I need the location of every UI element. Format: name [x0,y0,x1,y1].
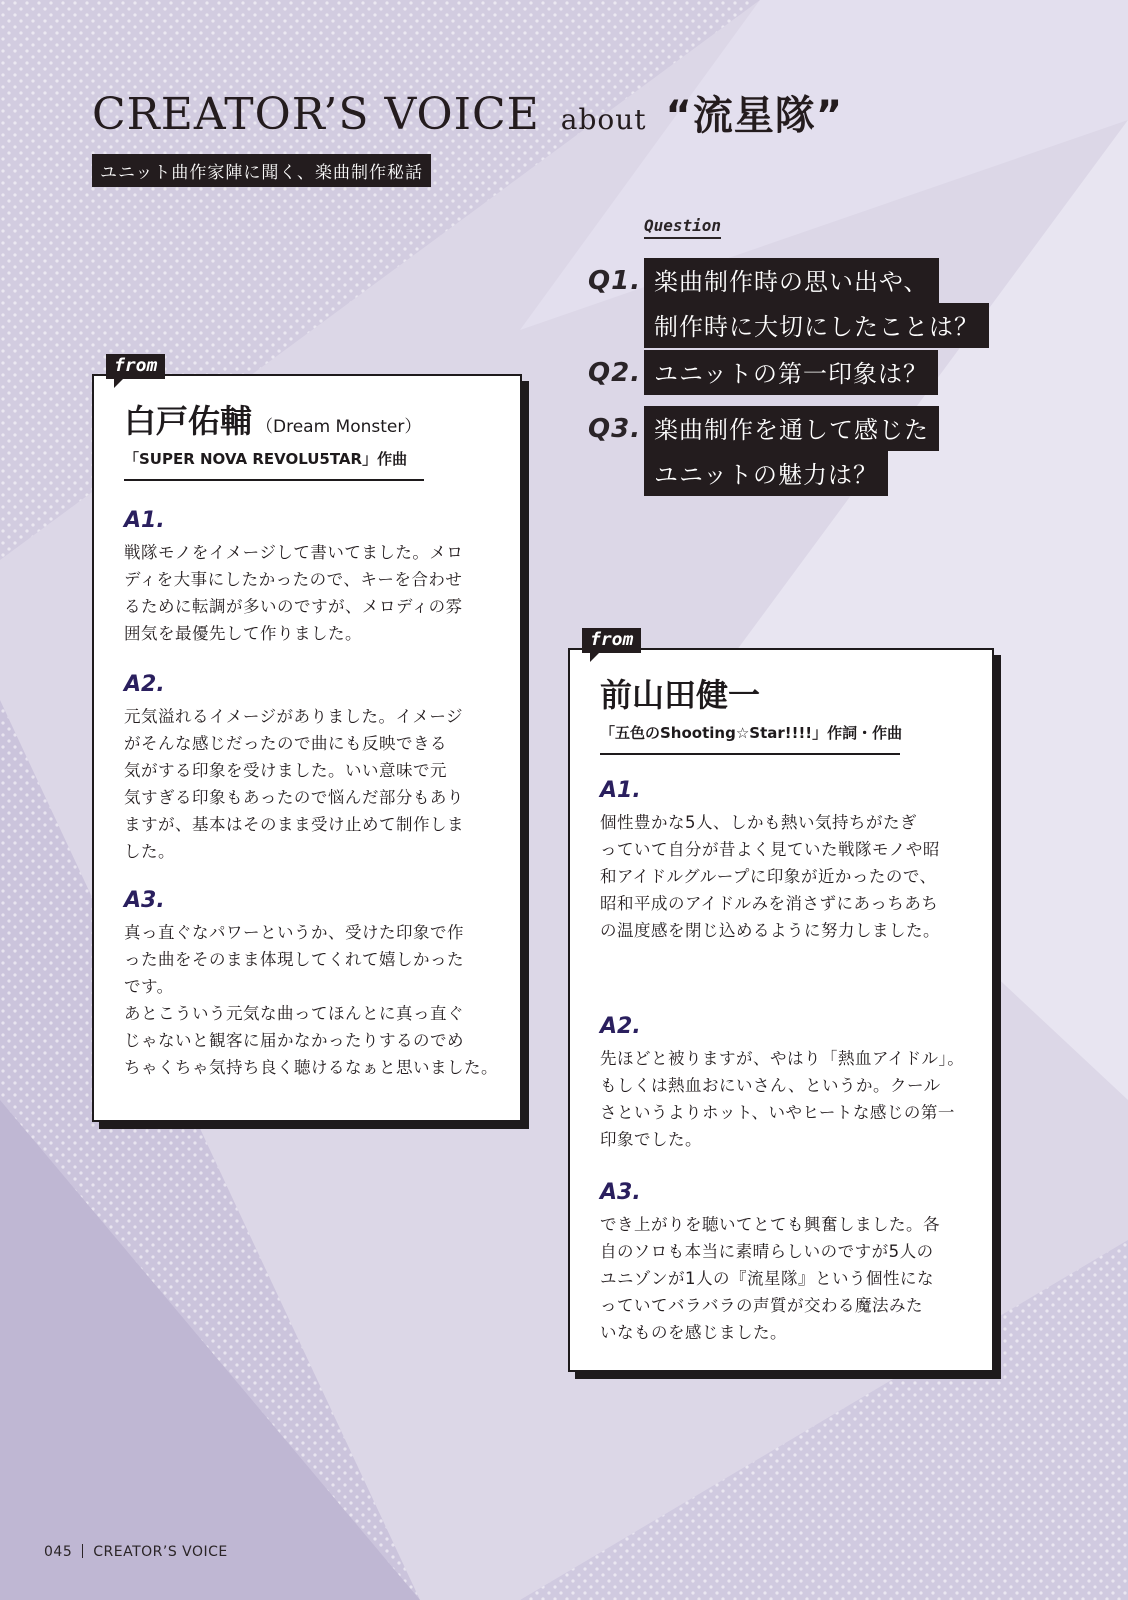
footer-separator [82,1544,83,1558]
question-text-line: ユニットの魅力は？ [644,451,888,496]
question-text-line: ユニットの第一印象は？ [644,350,938,395]
answer-label: A3. [600,1180,641,1205]
from-tag: from [106,354,165,379]
title-about: about [560,103,647,136]
question-2 [588,350,938,395]
question-number: Q3. [588,414,642,444]
answer-label: A3. [124,888,165,913]
creator-card-shirato [92,355,522,1122]
title-main: CREATOR’S VOICE [92,89,540,140]
question-text-line: 楽曲制作を通して感じた [644,406,939,451]
answer-1 [600,778,972,944]
answer-1 [124,508,500,647]
answer-text: 戦隊モノをイメージして書いてました。メロ ディを大事にしたかったので、キーを合わせ るために転調が多いのですが、メロディの雰 囲気を最優先して作りました。 [124,543,464,643]
creator-name: 白戸佑輔 [124,402,253,440]
question-3 [588,406,939,496]
question-number: Q1. [588,266,642,296]
creator-credit: 「五色のShooting☆Star!!!!」作詞・作曲 [600,724,903,742]
page-footer [44,1544,228,1560]
page-number: 045 [44,1544,73,1560]
answer-text: 元気溢れるイメージがありました。イメージ がそんな感じだったので曲にも反映できる 気がする印象を受けました。いい意味で元 気すぎる印象もあったので悩んだ部分もあり ますが、基本はそのまま受け止めて制作しま した。 [124,707,464,861]
answer-label: A1. [600,778,641,803]
answer-3 [600,1180,972,1346]
answer-text: 先ほどと被りますが、やはり「熱血アイドル」。 もしくは熱血おにいさん、というか。クール さというよりホット、いやヒートな感じの第一 印象でした。 [600,1049,965,1149]
question-number: Q2. [588,358,642,388]
answer-label: A1. [124,508,165,533]
question-1 [588,258,989,348]
answer-3 [124,888,500,1081]
answer-label: A2. [124,672,165,697]
creator-name: 前山田健一 [600,676,761,714]
answer-label: A2. [600,1014,641,1039]
creator-info [600,670,962,755]
answer-text: 真っ直ぐなパワーというか、受けた印象で作 った曲をそのまま体現してくれて嬉しかった です。 あとこういう元気な曲ってほんとに真っ直ぐ じゃないと観客に届かなかったりするのでめ ちゃくちゃ気持ち良く聴けるなぁと思いました。 [124,923,498,1077]
creator-affiliation: （Dream Monster） [256,417,422,437]
creator-credit: 「SUPER NOVA REVOLU5TAR」作曲 [124,450,408,468]
creator-info [124,396,490,481]
creator-name-line [124,396,490,442]
page-title [92,84,843,141]
answer-2 [600,1014,972,1153]
question-text-line: 楽曲制作時の思い出や、 [644,258,939,303]
answer-text: 個性豊かな5人、しかも熱い気持ちがたぎ っていて自分が昔よく見ていた戦隊モノや昭 和アイドルグループに印象が近かったので、 昭和平成のアイドルみを消さずにあっちあち の温度感を閉じ込めるように努力しました。 [600,813,940,940]
divider [600,753,900,755]
title-unit: “流星隊” [665,93,844,139]
creator-card-maeyamada [568,629,994,1372]
from-tag: from [582,628,641,653]
question-text-line: 制作時に大切にしたことは？ [644,303,989,348]
creator-name-line [600,670,962,716]
footer-section: CREATOR’S VOICE [93,1544,228,1560]
page-subtitle: ユニット曲作家陣に聞く、楽曲制作秘話 [92,154,431,187]
question-heading: Question [644,216,721,239]
answer-2 [124,672,500,865]
answer-text: でき上がりを聴いてとても興奮しました。各 自のソロも本当に素晴らしいのですが5人の ユニゾンが1人の『流星隊』という個性にな っていてバラバラの声質が交わる魔法みた いなものを感じました。 [600,1215,940,1342]
divider [124,479,424,481]
